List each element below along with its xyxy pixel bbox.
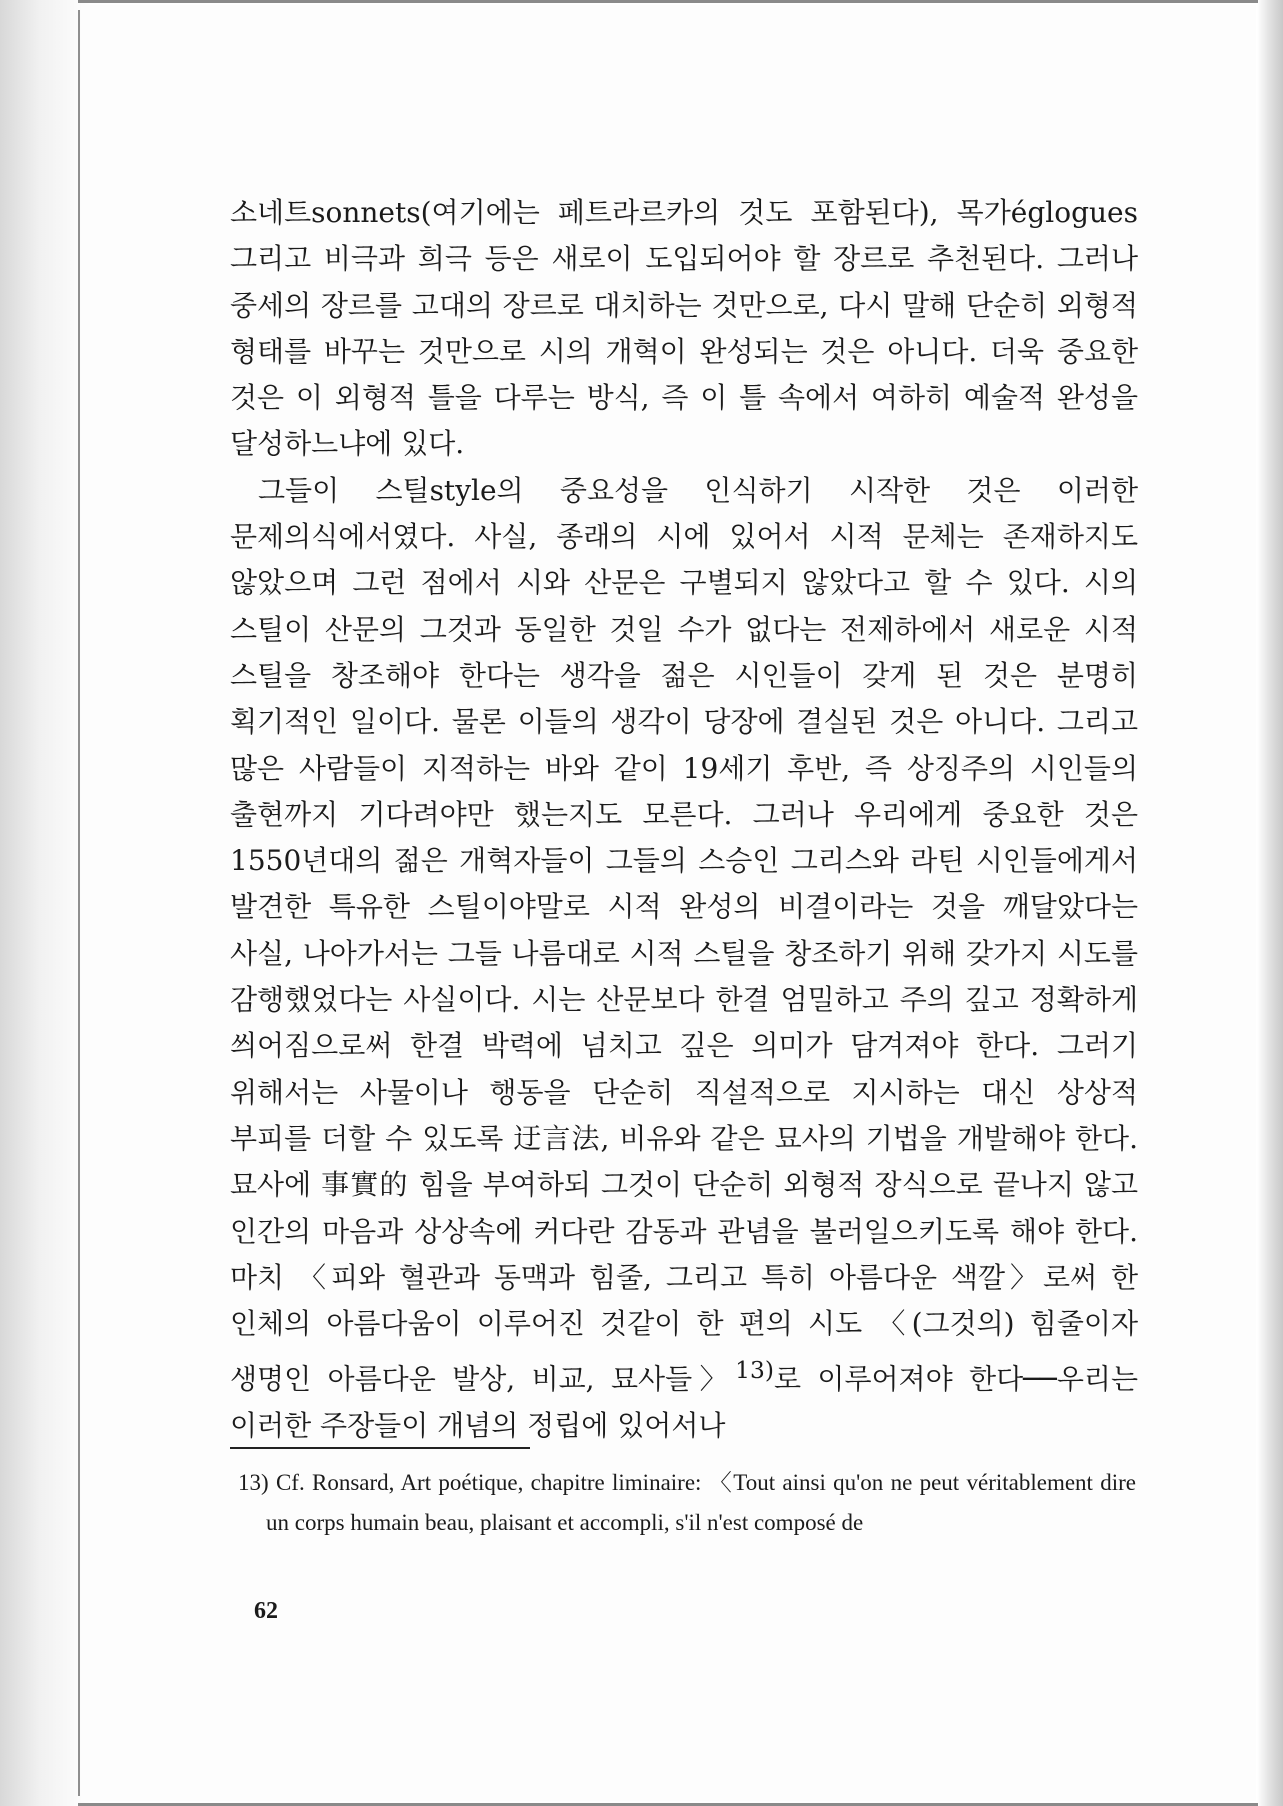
right-edge-shadow <box>1257 0 1283 1806</box>
left-edge-line <box>78 10 80 1796</box>
footnotes <box>238 1463 1136 1543</box>
body-text <box>230 190 1138 1449</box>
footnote-13: 13) Cf. Ronsard, Art poétique, chapitre liminaire: 〈Tout ainsi qu'on ne peut véritablement dire un corps humain beau, plaisant et accompli, s'il n'est composé de <box>238 1470 1136 1535</box>
page-number: 62 <box>254 1598 278 1624</box>
footnote-marker: 13) <box>735 1356 774 1385</box>
paragraph-2-main: 그들이 스틸style의 중요성을 인식하기 시작한 것은 이러한 문제의식에서였다. 사실, 종래의 시에 있어서 시적 문체는 존재하지도 않았으며 그런 점에서 시와 산문은 구별되지 않았다고 할 수 있다. 시의 스틸이 산문의 그것과 동일한 것일 수가 없다는 전제하에서 새로운 시적 스틸을 창조해야 한다는 생각을 젊은 시인들이 갖게 된 것은 분명히 획기적인 일이다. 물론 이들의 생각이 당장에 결실된 것은 아니다. 그리고 많은 사람들이 지적하는 바와 같이 19세기 후반, 즉 상징주의 시인들의 출현까지 기다려야만 했는지도 모른다. 그러나 우리에게 중요한 것은 1550년대의 젊은 개혁자들이 그들의 스승인 그리스와 라틴 시인들에게서 발견한 특유한 스틸이야말로 시적 완성의 비결이라는 것을 깨달았다는 사실, 나아가서는 그들 나름대로 시적 스틸을 창조하기 위해 갖가지 시도를 감행했었다는 사실이다. 시는 산문보다 한결 엄밀하고 주의 깊고 정확하게 씌어짐으로써 한결 박력에 넘치고 깊은 의미가 담겨져야 한다. 그러기 위해서는 사물이나 행동을 단순히 직설적으로 지시하는 대신 상상적 부피를 더할 수 있도록 迂言法, 비유와 같은 묘사의 기법을 개발해야 한다. 묘사에 事實的 힘을 부여하되 그것이 단순히 외형적 장식으로 끝나지 않고 인간의 마음과 상상속에 커다란 감동과 관념을 불러일으키도록 해야 한다. 마치 〈피와 혈관과 동맥과 힘줄, 그리고 특히 아름다운 색깔〉로써 한 인체의 아름다움이 이루어진 것같이 한 편의 시도 〈(그것의) 힘줄이자 생명인 아름다운 발상, 비교, 묘사들〉 <box>230 473 1138 1396</box>
paragraph-2-tail: 로 이루어져야 한다──우리는 이러한 주장들이 개념의 정립에 있어서나 <box>230 1362 1139 1443</box>
paragraph-1: 소네트sonnets(여기에는 페트라르카의 것도 포함된다), 목가églogues 그리고 비극과 희극 등은 새로이 도입되어야 할 장르로 추천된다. 그러나 중세의 장르를 고대의 장르로 대치하는 것만으로, 다시 말해 단순히 외형적 형태를 바꾸는 것만으로 시의 개혁이 완성되는 것은 아니다. 더욱 중요한 것은 이 외형적 틀을 다루는 방식, 즉 이 틀 속에서 여하히 예술적 완성을 달성하느냐에 있다. <box>230 196 1138 461</box>
paragraph-2 <box>230 468 1138 1450</box>
left-edge-shadow <box>0 0 90 1806</box>
top-edge-line <box>78 0 1258 3</box>
footnote-rule <box>230 1447 530 1449</box>
